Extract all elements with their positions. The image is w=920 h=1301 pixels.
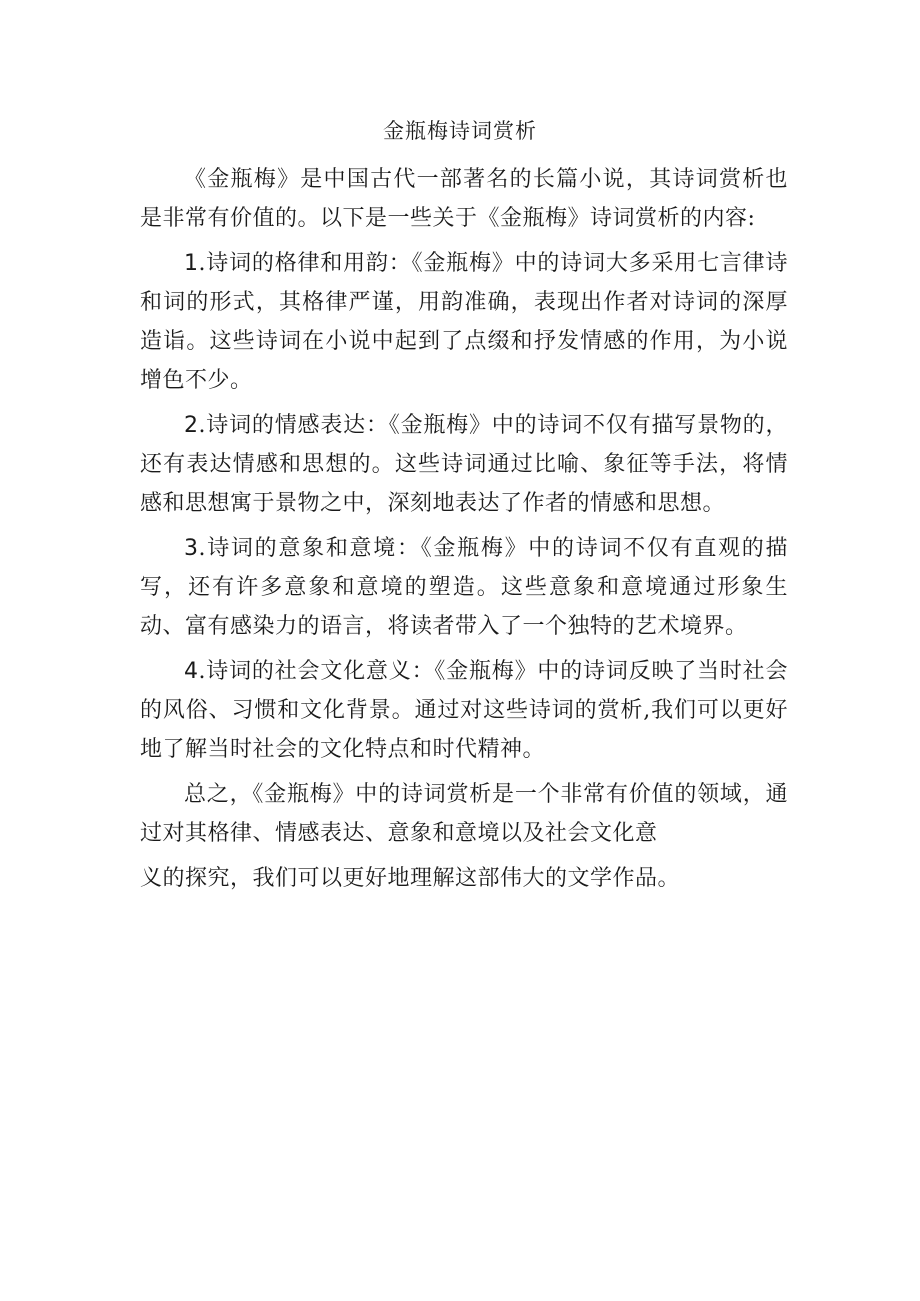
point-text: .诗词的意象和意境：《金瓶梅》中的诗词不仅有直观的描写，还有许多意象和意境的塑造。这些意象和意境通过形象生动、富有感染力的语言，将读者带入了一个独特的艺术境界。 [140, 536, 788, 639]
point-paragraph-3 [140, 529, 788, 646]
point-number: 2 [184, 413, 199, 438]
conclusion-paragraph: 总之，《金瓶梅》中的诗词赏析是一个非常有价值的领域，通过对其格律、情感表达、意象和意境以及社会文化意 [140, 782, 788, 846]
point-paragraph-2 [140, 406, 788, 523]
point-paragraph-1 [140, 244, 788, 400]
point-number: 1 [184, 251, 199, 276]
point-number: 4 [184, 659, 199, 684]
point-number: 3 [184, 536, 199, 561]
intro-paragraph: 《金瓶梅》是中国古代一部著名的长篇小说，其诗词赏析也是非常有价值的。以下是一些关于《金瓶梅》诗词赏析的内容: [140, 167, 788, 231]
document-body [140, 160, 788, 904]
point-text: .诗词的社会文化意义：《金瓶梅》中的诗词反映了当时社会的风俗、习惯和文化背景。通过对这些诗词的赏析,我们可以更好地了解当时社会的文化特点和时代精神。 [140, 659, 788, 762]
point-paragraph-4 [140, 652, 788, 769]
point-text: .诗词的情感表达：《金瓶梅》中的诗词不仅有描写景物的，还有表达情感和思想的。这些诗词通过比喻、象征等手法，将情感和思想寓于景物之中，深刻地表达了作者的情感和思想。 [140, 413, 788, 516]
conclusion-tail: 义的探究，我们可以更好地理解这部伟大的文学作品。 [140, 866, 681, 891]
document-title: 金瓶梅诗词赏析 [383, 119, 537, 143]
point-text: .诗词的格律和用韵：《金瓶梅》中的诗词大多采用七言律诗和词的形式，其格律严谨，用韵准确，表现出作者对诗词的深厚造诣。这些诗词在小说中起到了点缀和抒发情感的作用，为小说增色不少。 [140, 251, 788, 393]
